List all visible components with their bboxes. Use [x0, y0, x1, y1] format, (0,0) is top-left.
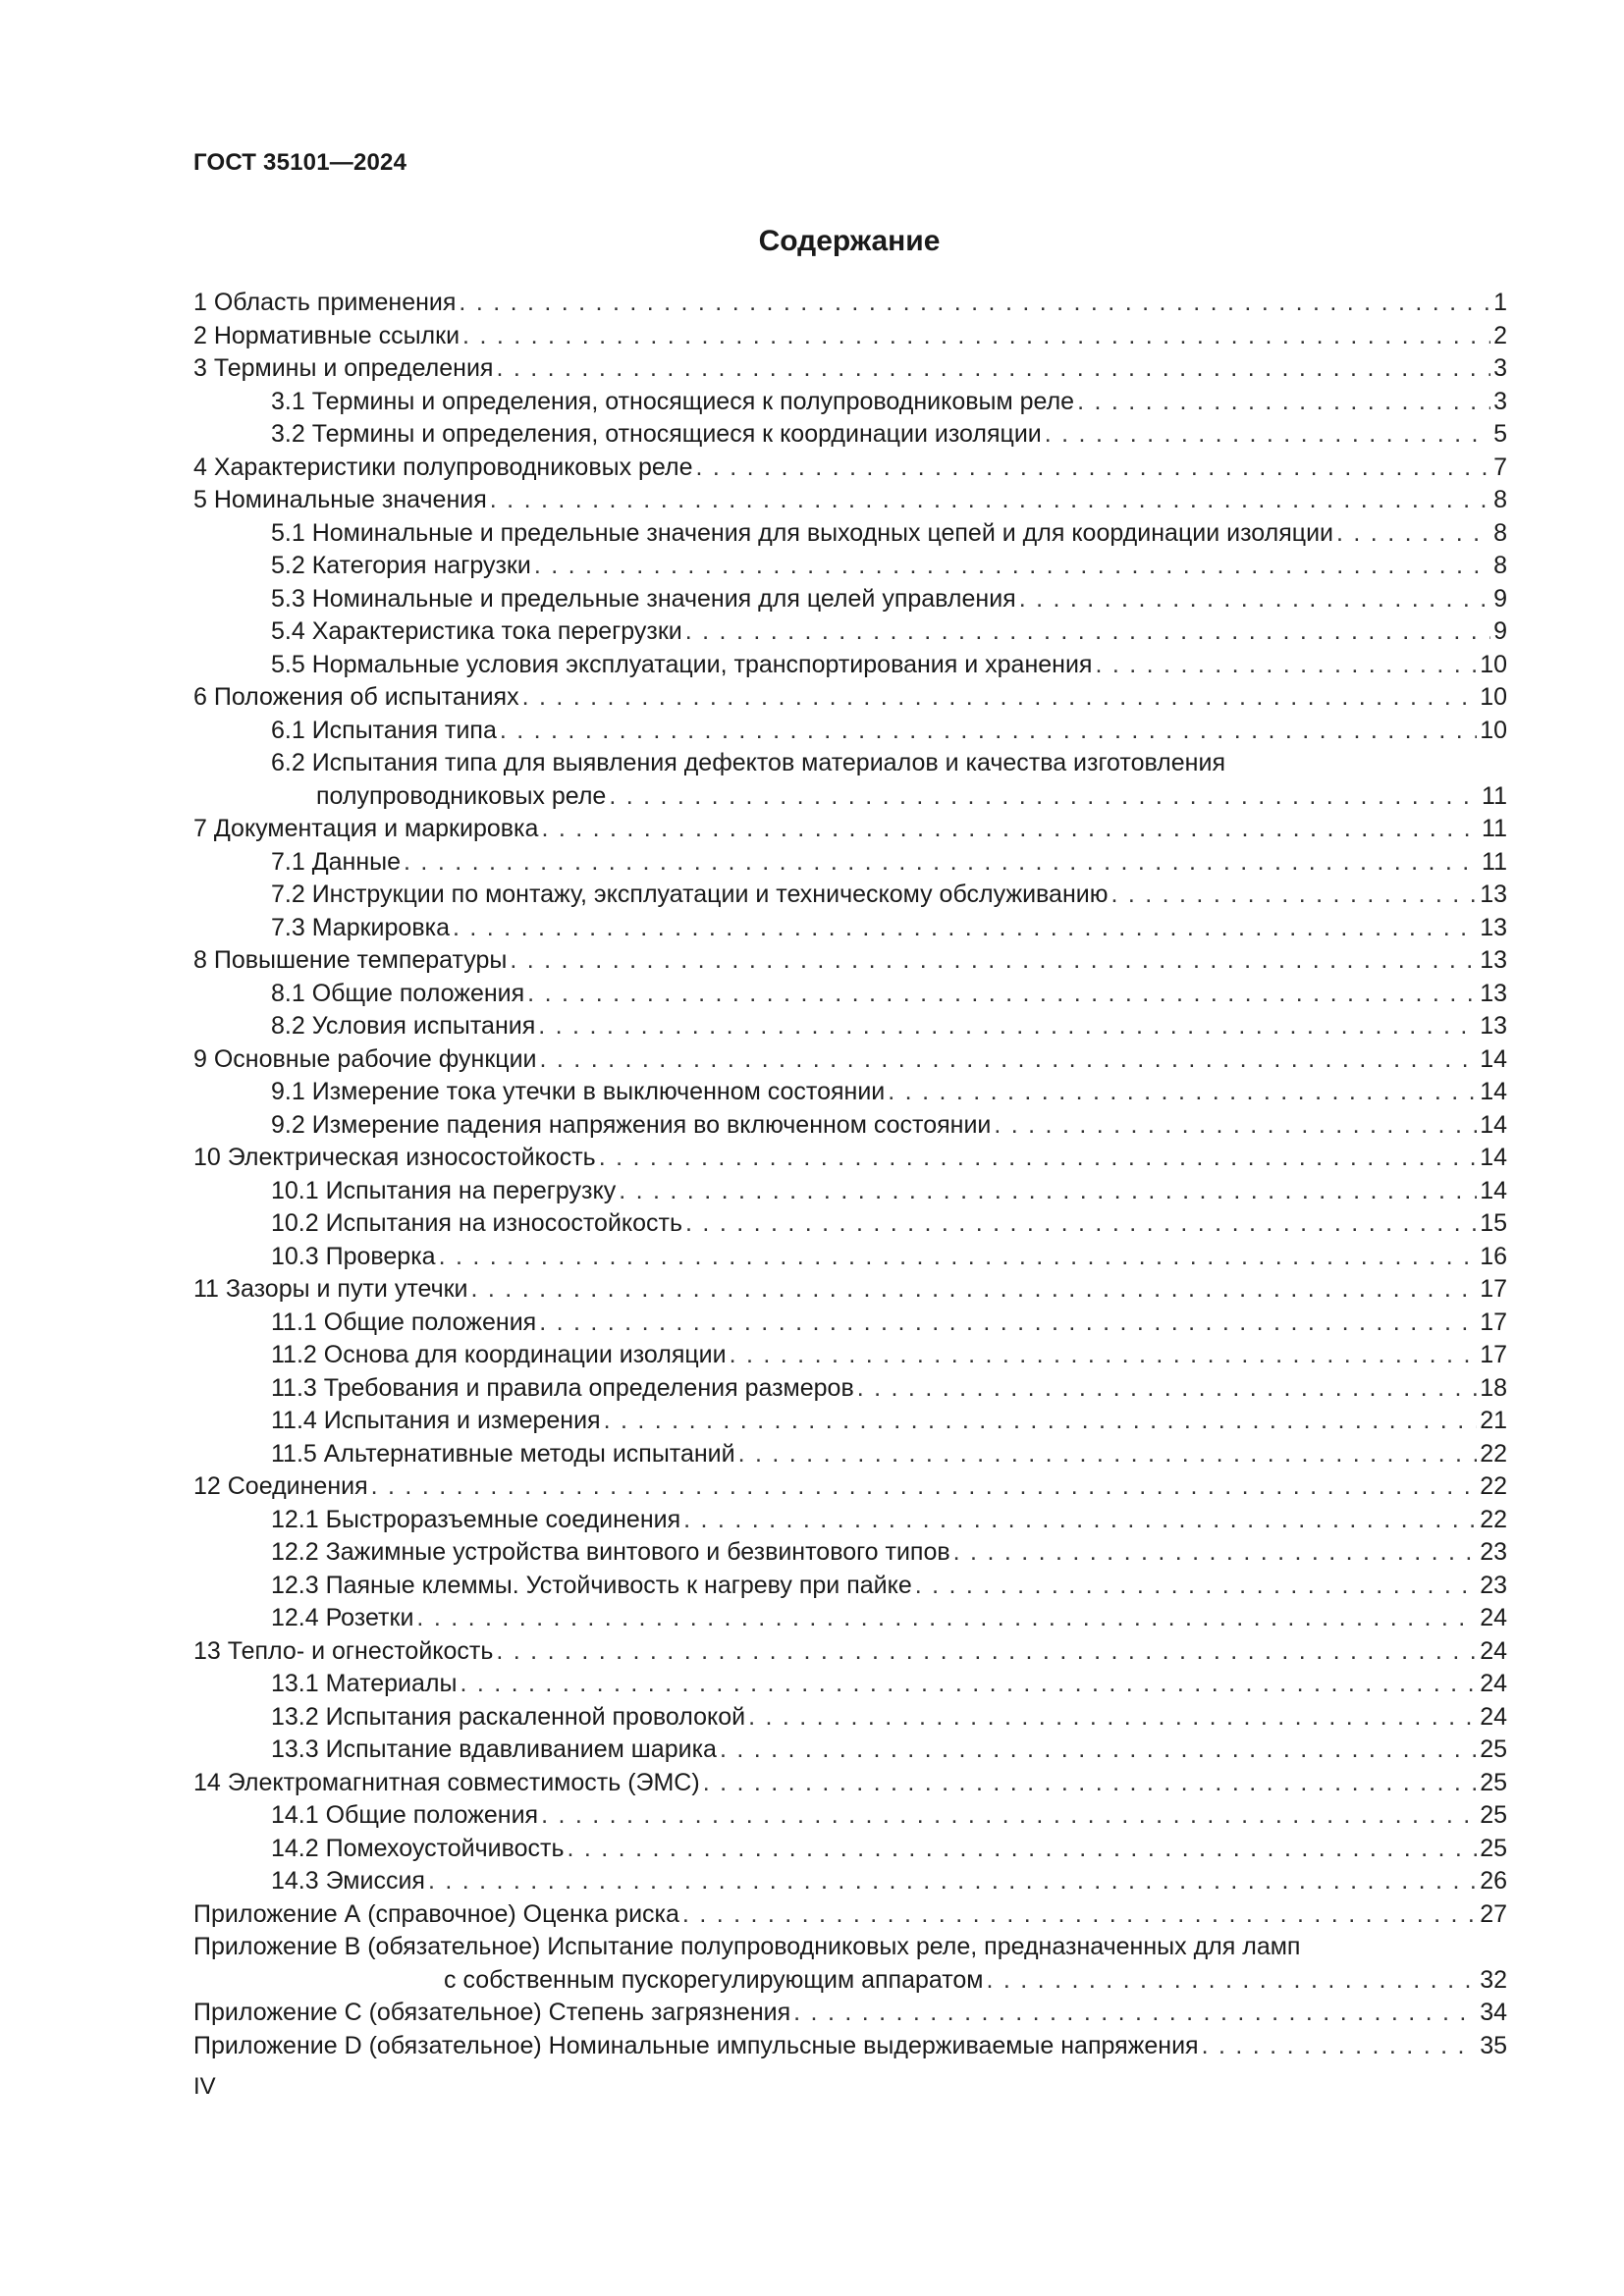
toc-entry-label: 14.3 Эмиссия — [271, 1867, 425, 1895]
toc-entry-page: 17 — [1480, 1308, 1507, 1336]
toc-entry-label: 9.2 Измерение падения напряжения во включенном состоянии — [271, 1110, 992, 1139]
toc-entry — [193, 386, 1507, 419]
toc-entry — [193, 944, 1507, 978]
dot-leader — [987, 1964, 1478, 1998]
dot-leader — [738, 1438, 1478, 1471]
toc-entry — [193, 747, 1507, 780]
page-title: Содержание — [758, 225, 941, 257]
toc-entry — [193, 1865, 1507, 1898]
toc-entry-page: 25 — [1480, 1834, 1507, 1862]
toc-entry-page: 23 — [1480, 1538, 1507, 1566]
toc-entry-page: 25 — [1480, 1801, 1507, 1829]
dot-leader — [1095, 649, 1477, 682]
dot-leader — [1202, 2030, 1478, 2063]
toc-entry-label: 10 Электрическая износостойкость — [193, 1144, 596, 1171]
toc-entry-page: 8 — [1493, 486, 1507, 513]
toc-entry-page: 24 — [1480, 1702, 1507, 1731]
toc-entry-label-continuation: полупроводниковых реле — [316, 781, 607, 810]
dot-leader — [619, 1175, 1477, 1208]
toc-entry-label: 5.1 Номинальные и предельные значения для выходных цепей и для координации изоляции — [271, 518, 1334, 547]
toc-entry — [193, 1043, 1507, 1077]
dot-leader — [604, 1405, 1478, 1438]
dot-leader — [857, 1372, 1477, 1406]
dot-leader — [1110, 879, 1477, 912]
page-number: IV — [193, 2073, 216, 2100]
dot-leader — [541, 813, 1479, 846]
toc-entry-label: 10.3 Проверка — [271, 1242, 436, 1270]
toc-entry-page: 11 — [1482, 781, 1507, 810]
toc-entry-page: 25 — [1480, 1735, 1507, 1763]
toc-entry — [193, 1734, 1507, 1767]
dot-leader — [538, 1010, 1477, 1043]
toc-entry — [193, 681, 1507, 715]
dot-leader — [953, 1536, 1478, 1570]
toc-entry — [193, 615, 1507, 649]
toc-entry-page: 24 — [1480, 1604, 1507, 1631]
toc-entry-label: 3 Термины и определения — [193, 354, 494, 382]
toc-entry — [193, 320, 1507, 353]
toc-entry-label: 14.1 Общие положения — [271, 1801, 539, 1829]
toc-entry — [193, 1668, 1507, 1701]
dot-leader — [510, 944, 1477, 978]
toc-entry — [193, 517, 1507, 551]
toc-entry-label: 7.1 Данные — [271, 847, 402, 876]
toc-entry-page: 14 — [1480, 1110, 1507, 1139]
toc-entry-page: 13 — [1480, 913, 1507, 941]
toc-entry — [193, 2030, 1507, 2063]
toc-entry-page: 14 — [1480, 1176, 1507, 1204]
toc-entry — [193, 1109, 1507, 1143]
toc-entry-label: 11.4 Испытания и измерения — [271, 1407, 601, 1434]
toc-entry-label: Приложение D (обязательное) Номинальные импульсные выдерживаемые напряжения — [193, 2031, 1199, 2059]
toc-entry-label: 9 Основные рабочие функции — [193, 1044, 537, 1073]
toc-entry-page: 8 — [1493, 518, 1507, 547]
toc-entry-label: 11.1 Общие положения — [271, 1308, 537, 1336]
dot-leader — [793, 1997, 1477, 2030]
toc-entry-label: 10.1 Испытания на перегрузку — [271, 1176, 617, 1204]
toc-entry-page: 13 — [1480, 946, 1507, 974]
toc-entry-label: 7.2 Инструкции по монтажу, эксплуатации и техническому обслуживанию — [271, 881, 1109, 908]
dot-leader — [527, 978, 1477, 1011]
toc-entry-label: 14 Электромагнитная совместимость (ЭМС) — [193, 1768, 700, 1796]
toc-entry — [193, 352, 1507, 386]
dot-leader — [568, 1833, 1478, 1866]
toc-entry-label: 3.2 Термины и определения, относящиеся к координации изоляции — [271, 420, 1042, 448]
toc-entry-page: 14 — [1480, 1078, 1507, 1105]
toc-entry-label: 6.2 Испытания типа для выявления дефектов материалов и качества изготовления — [271, 749, 1225, 776]
toc-entry-label: 5.4 Характеристика тока перегрузки — [271, 617, 682, 645]
toc-entry-label: 5.5 Нормальные условия эксплуатации, транспортирования и хранения — [271, 650, 1093, 678]
toc-entry — [193, 1833, 1507, 1866]
toc-entry — [193, 1273, 1507, 1307]
toc-entry-page: 5 — [1493, 420, 1507, 448]
toc-entry — [193, 1405, 1507, 1438]
dot-leader — [695, 452, 1490, 485]
toc-entry-continuation — [193, 780, 1507, 814]
toc-entry-page: 14 — [1480, 1144, 1507, 1171]
toc-entry-page: 24 — [1480, 1670, 1507, 1697]
toc-entry-label: 5 Номинальные значения — [193, 486, 487, 513]
dot-leader — [404, 846, 1479, 880]
toc-entry-label: 11 Зазоры и пути утечки — [193, 1275, 468, 1303]
dot-leader — [1019, 583, 1490, 616]
toc-entry — [193, 1010, 1507, 1043]
toc-entry-page: 14 — [1480, 1044, 1507, 1073]
toc-entry-page: 10 — [1480, 650, 1507, 678]
toc-entry — [193, 912, 1507, 945]
toc-entry — [193, 1241, 1507, 1274]
dot-leader — [682, 1898, 1477, 1932]
toc-entry-page: 11 — [1482, 815, 1507, 842]
toc-entry — [193, 1536, 1507, 1570]
dot-leader — [539, 1307, 1477, 1340]
toc-entry-label: 10.2 Испытания на износостойкость — [271, 1209, 683, 1237]
dot-leader — [496, 352, 1490, 386]
toc-entry — [193, 1339, 1507, 1372]
dot-leader — [730, 1339, 1478, 1372]
dot-leader — [683, 1504, 1477, 1537]
toc-entry-page: 1 — [1493, 289, 1507, 316]
toc-entry-label: Приложение А (справочное) Оценка риска — [193, 1899, 679, 1928]
toc-entry — [193, 1372, 1507, 1406]
dot-leader — [720, 1734, 1477, 1767]
dot-leader — [453, 912, 1477, 945]
toc-entry-page: 8 — [1493, 552, 1507, 579]
toc-entry-page: 24 — [1480, 1636, 1507, 1665]
toc-entry — [193, 846, 1507, 880]
toc-entry — [193, 715, 1507, 748]
toc-entry-page: 34 — [1480, 1999, 1507, 2026]
dot-leader — [599, 1142, 1478, 1175]
toc-entry — [193, 287, 1507, 320]
toc-entry-page: 22 — [1480, 1439, 1507, 1468]
dot-leader — [522, 681, 1478, 715]
toc-entry — [193, 1570, 1507, 1603]
toc-entry — [193, 1997, 1507, 2030]
toc-entry-label: 12.1 Быстроразъемные соединения — [271, 1505, 681, 1533]
toc-entry-label: 5.2 Категория нагрузки — [271, 552, 531, 579]
dot-leader — [416, 1602, 1477, 1635]
dot-leader — [428, 1865, 1477, 1898]
toc-entry-page: 13 — [1480, 979, 1507, 1007]
toc-entry-label: 6 Положения об испытаниях — [193, 683, 519, 711]
toc-entry-label: 11.5 Альтернативные методы испытаний — [271, 1439, 735, 1468]
toc-entry-page: 17 — [1480, 1275, 1507, 1303]
toc-entry-page: 15 — [1480, 1209, 1507, 1237]
dot-leader — [371, 1470, 1478, 1504]
toc-entry-label: 5.3 Номинальные и предельные значения для целей управления — [271, 584, 1016, 613]
toc-entry — [193, 879, 1507, 912]
toc-entry-label: 2 Нормативные ссылки — [193, 321, 460, 349]
toc-entry — [193, 1767, 1507, 1800]
toc-entry-page: 22 — [1480, 1472, 1507, 1500]
toc-entry — [193, 1438, 1507, 1471]
toc-entry-label: 8 Повышение температуры — [193, 946, 508, 974]
toc-entry-label: 11.2 Основа для координации изоляции — [271, 1341, 727, 1368]
dot-leader — [439, 1241, 1478, 1274]
toc-entry — [193, 813, 1507, 846]
toc-entry — [193, 1635, 1507, 1669]
toc-entry-page: 27 — [1480, 1899, 1507, 1928]
toc-entry-page: 3 — [1493, 387, 1507, 415]
toc-entry-label: 8.1 Общие положения — [271, 979, 525, 1007]
toc-entry — [193, 1142, 1507, 1175]
toc-entry — [193, 550, 1507, 583]
toc-entry-page: 22 — [1480, 1505, 1507, 1533]
toc-entry-page: 23 — [1480, 1571, 1507, 1599]
toc-entry — [193, 978, 1507, 1011]
toc-entry — [193, 583, 1507, 616]
toc-entry-label: 1 Область применения — [193, 289, 457, 316]
dot-leader — [460, 1668, 1477, 1701]
toc-entry — [193, 484, 1507, 517]
toc-entry-page: 13 — [1480, 1012, 1507, 1040]
dot-leader — [534, 550, 1490, 583]
toc-entry — [193, 1076, 1507, 1109]
dot-leader — [915, 1570, 1477, 1603]
toc-entry — [193, 452, 1507, 485]
toc-entry-label: 12.4 Розетки — [271, 1604, 414, 1631]
toc-entry-continuation — [193, 1964, 1507, 1998]
toc-entry-label: 7.3 Маркировка — [271, 913, 450, 941]
toc-entry-label: 11.3 Требования и правила определения размеров — [271, 1373, 854, 1402]
toc-entry-label: 9.1 Измерение тока утечки в выключенном состоянии — [271, 1078, 886, 1105]
dot-leader — [462, 320, 1490, 353]
dot-leader — [490, 484, 1490, 517]
toc-entry-label: 12 Соединения — [193, 1472, 368, 1500]
toc-entry-label: 13.3 Испытание вдавливанием шарика — [271, 1735, 717, 1763]
toc-entry-page: 26 — [1480, 1867, 1507, 1895]
dot-leader — [1336, 517, 1490, 551]
toc-entry-page: 18 — [1480, 1373, 1507, 1402]
toc-entry-page: 9 — [1493, 584, 1507, 613]
toc-entry — [193, 1898, 1507, 1932]
table-of-contents — [193, 287, 1507, 2062]
toc-entry — [193, 1799, 1507, 1833]
dot-leader — [994, 1109, 1477, 1143]
toc-entry-page: 35 — [1480, 2031, 1507, 2059]
toc-entry-label-continuation: с собственным пускорегулирующим аппаратом — [444, 1965, 984, 1994]
toc-entry — [193, 1701, 1507, 1735]
toc-entry-label: 8.2 Условия испытания — [271, 1012, 536, 1040]
dot-leader — [541, 1799, 1477, 1833]
toc-entry-label: 14.2 Помехоустойчивость — [271, 1834, 565, 1862]
document-code: ГОСТ 35101—2024 — [193, 149, 407, 176]
toc-entry-page: 25 — [1480, 1768, 1507, 1796]
toc-entry — [193, 1207, 1507, 1241]
toc-entry-page: 9 — [1493, 617, 1507, 645]
toc-entry-label: 3.1 Термины и определения, относящиеся к полупроводниковым реле — [271, 387, 1075, 415]
dot-leader — [496, 1635, 1477, 1669]
toc-entry-label: 12.3 Паяные клеммы. Устойчивость к нагреву при пайке — [271, 1571, 912, 1599]
dot-leader — [540, 1043, 1478, 1077]
toc-entry-page: 16 — [1480, 1242, 1507, 1270]
toc-entry — [193, 1470, 1507, 1504]
toc-entry — [193, 649, 1507, 682]
toc-entry-page: 17 — [1480, 1341, 1507, 1368]
toc-entry — [193, 418, 1507, 452]
dot-leader — [1077, 386, 1490, 419]
toc-entry-page: 21 — [1480, 1407, 1507, 1434]
toc-entry-label: 7 Документация и маркировка — [193, 815, 539, 842]
dot-leader — [1045, 418, 1490, 452]
toc-entry — [193, 1175, 1507, 1208]
toc-entry-page: 2 — [1493, 321, 1507, 349]
toc-entry-page: 10 — [1480, 683, 1507, 711]
dot-leader — [500, 715, 1477, 748]
toc-entry-page: 7 — [1493, 453, 1507, 481]
dot-leader — [888, 1076, 1477, 1109]
toc-entry-label: Приложение В (обязательное) Испытание полупроводниковых реле, предназначенных для ламп — [193, 1933, 1301, 1960]
toc-entry — [193, 1931, 1507, 1964]
toc-entry-page: 11 — [1482, 847, 1507, 876]
toc-entry — [193, 1307, 1507, 1340]
dot-leader — [471, 1273, 1478, 1307]
toc-entry-label: 6.1 Испытания типа — [271, 716, 497, 744]
dot-leader — [609, 780, 1479, 814]
toc-entry-page: 13 — [1480, 881, 1507, 908]
toc-entry-page: 10 — [1480, 716, 1507, 744]
toc-entry-page: 3 — [1493, 354, 1507, 382]
toc-entry-page: 32 — [1480, 1965, 1507, 1994]
toc-entry — [193, 1602, 1507, 1635]
dot-leader — [748, 1701, 1477, 1735]
dot-leader — [703, 1767, 1478, 1800]
toc-entry-label: 12.2 Зажимные устройства винтового и безвинтового типов — [271, 1538, 950, 1566]
dot-leader — [459, 287, 1490, 320]
dot-leader — [685, 1207, 1477, 1241]
dot-leader — [685, 615, 1490, 649]
toc-entry-label: 13.2 Испытания раскаленной проволокой — [271, 1702, 746, 1731]
toc-entry-label: 13.1 Материалы — [271, 1670, 458, 1697]
toc-entry-label: 4 Характеристики полупроводниковых реле — [193, 453, 693, 481]
toc-entry-label: Приложение С (обязательное) Степень загрязнения — [193, 1999, 791, 2026]
toc-entry-label: 13 Тепло- и огнестойкость — [193, 1636, 494, 1665]
toc-entry — [193, 1504, 1507, 1537]
